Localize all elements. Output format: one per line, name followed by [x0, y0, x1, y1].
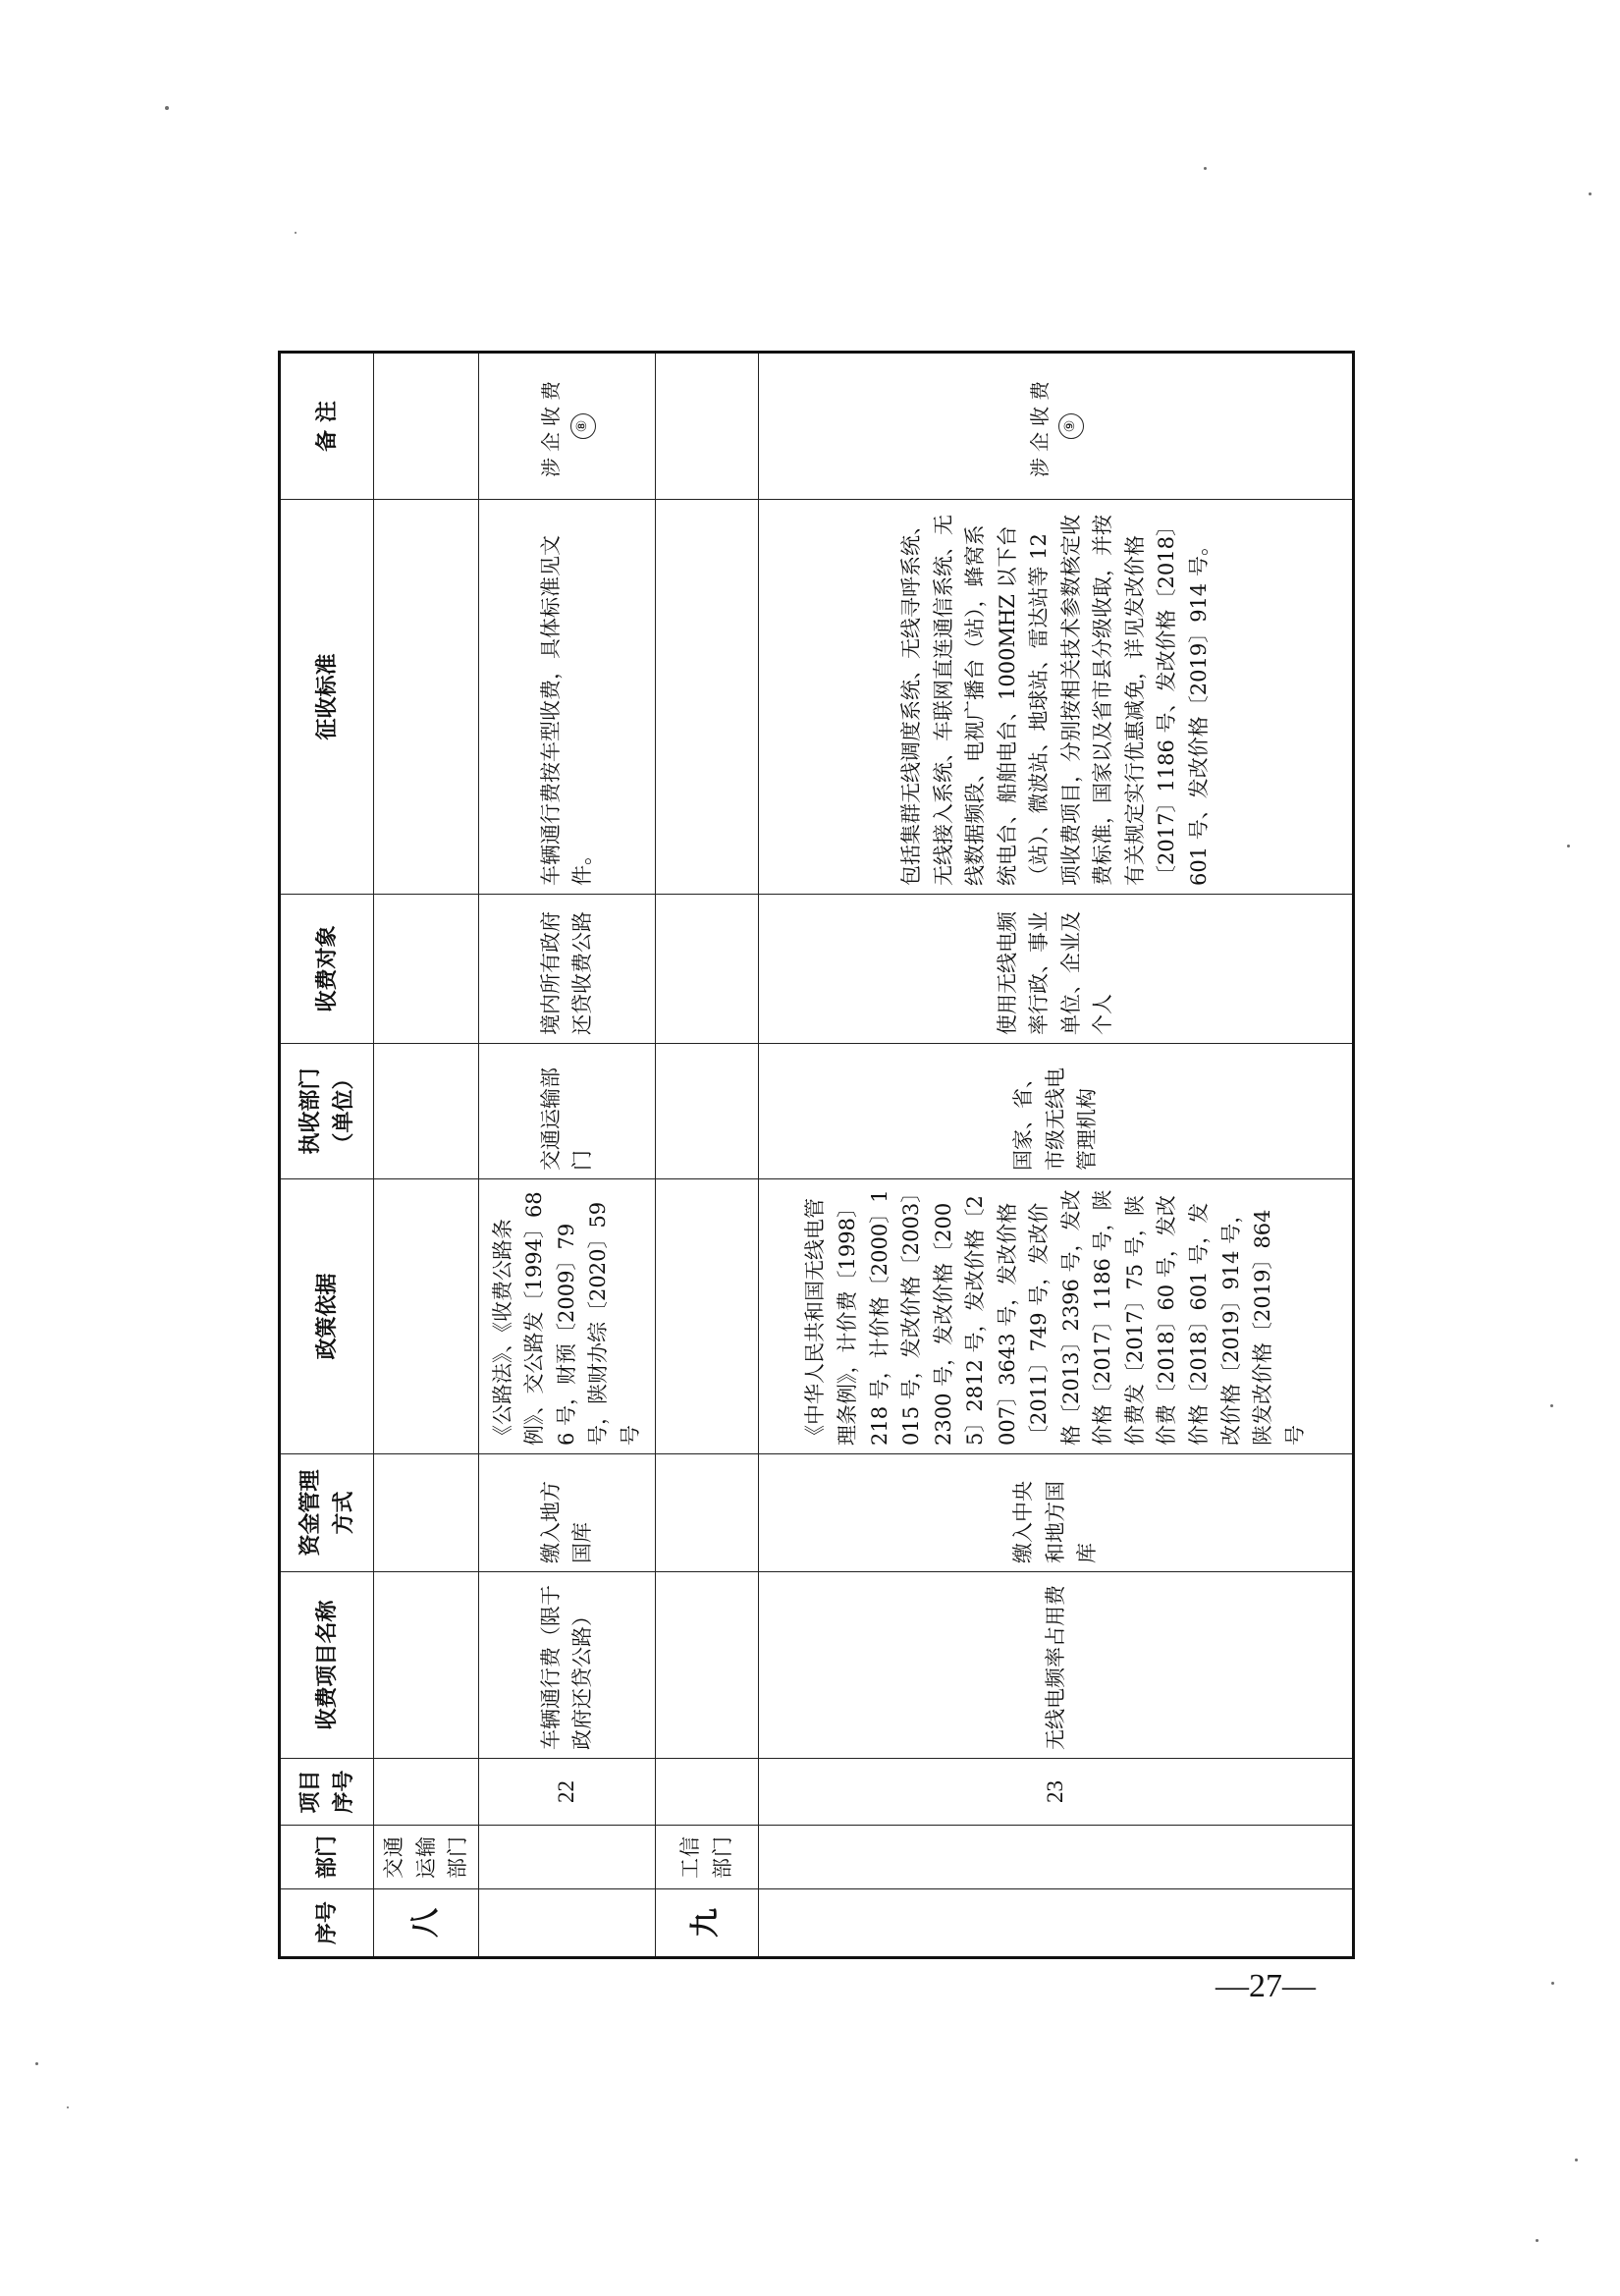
scan-speck [165, 106, 169, 110]
table-row-22 [478, 353, 655, 1958]
collector-23: 国家、省、市级无线电管理机构 [758, 1044, 1353, 1179]
header-row [280, 353, 374, 1958]
item-name-22: 车辆通行费（限于政府还贷公路） [478, 1572, 655, 1759]
scan-speck [1567, 845, 1570, 847]
scan-speck [1589, 192, 1592, 195]
scan-speck [1204, 167, 1207, 170]
group-row-8 [374, 353, 479, 1958]
group-dept-8: 交通运输部门 [374, 1826, 479, 1889]
group-dept-9: 工信部门 [655, 1826, 758, 1889]
scan-speck [1551, 1982, 1554, 1985]
policy-basis-22: 《公路法》、《收费公路条例》、交公路发〔1994〕686 号，财预〔2009〕79 号，陕财办综〔2020〕59 号 [478, 1179, 655, 1454]
remark-text-23: 涉企收费 [1027, 375, 1052, 477]
item-no-23: 23 [758, 1759, 1353, 1826]
remark-mark-22: ⑧ [570, 413, 596, 439]
group-seq-8: 八 [374, 1889, 479, 1958]
header-seq: 序号 [280, 1889, 374, 1958]
group-seq-9: 九 [655, 1889, 758, 1958]
scan-speck [67, 2106, 69, 2108]
scan-speck [1575, 2159, 1578, 2161]
table-row-23 [758, 353, 1353, 1958]
fee-table [278, 351, 1355, 1959]
scan-speck [1550, 1404, 1553, 1407]
header-policy: 政策依据 [280, 1179, 374, 1454]
header-remark: 备 注 [280, 353, 374, 500]
group-row-9 [655, 353, 758, 1958]
header-standard: 征收标准 [280, 500, 374, 895]
remark-mark-23: ⑨ [1058, 413, 1084, 439]
target-23: 使用无线电频率行政、事业单位、企业及个人 [758, 895, 1353, 1044]
item-no-22: 22 [478, 1759, 655, 1826]
collector-22: 交通运输部门 [478, 1044, 655, 1179]
scan-speck [35, 2062, 38, 2065]
header-name: 收费项目名称 [280, 1572, 374, 1759]
rotated-fee-table-sheet [278, 354, 1355, 1959]
header-fund: 资金管理方式 [280, 1454, 374, 1572]
standard-23: 包括集群无线调度系统、无线寻呼系统、无线接入系统、车联网直连通信系统、无线数据频段、电视广播台（站），蜂窝系统电台、船舶电台、1000MHZ 以下台（站）、微波站、地球站、雷达站等 12 项收费项目，分别按相关技术参数核定收费标准，国家以及省市县分级收取，并按有关规定实行优惠减免，详见发改价格〔2017〕1186 号、发改价格〔2018〕601 号、发改价格〔2019〕914 号。 [758, 500, 1353, 895]
scan-speck [1536, 2239, 1539, 2242]
remark-text-22: 涉企收费 [539, 375, 564, 477]
fund-method-23: 缴入中央和地方国库 [758, 1454, 1353, 1572]
scan-speck [295, 232, 297, 234]
policy-basis-23: 《中华人民共和国无线电管理条例》，计价费〔1998〕218 号，计价格〔2000〕1015 号，发改价格〔2003〕2300 号，发改价格〔2005〕2812 号，发改价格〔2007〕3643 号，发改价格〔2011〕749 号，发改价格〔2013〕2396 号，发改价格〔2017〕1186 号，陕价费发〔2017〕75 号，陕价费〔2018〕60 号，发改价格〔2018〕601 号，发改价格〔2019〕914 号，陕发改价格〔2019〕864 号 [758, 1179, 1353, 1454]
header-collector: 执收部门（单位） [280, 1044, 374, 1179]
item-name-23: 无线电频率占用费 [758, 1572, 1353, 1759]
header-dept: 部门 [280, 1826, 374, 1889]
header-item-no: 项目序号 [280, 1759, 374, 1826]
remark-22 [478, 353, 655, 500]
fund-method-22: 缴入地方国库 [478, 1454, 655, 1572]
target-22: 境内所有政府还贷收费公路 [478, 895, 655, 1044]
header-target: 收费对象 [280, 895, 374, 1044]
remark-23 [758, 353, 1353, 500]
standard-22: 车辆通行费按车型收费，具体标准见文件。 [478, 500, 655, 895]
page-number: —27— [1215, 1968, 1316, 2004]
